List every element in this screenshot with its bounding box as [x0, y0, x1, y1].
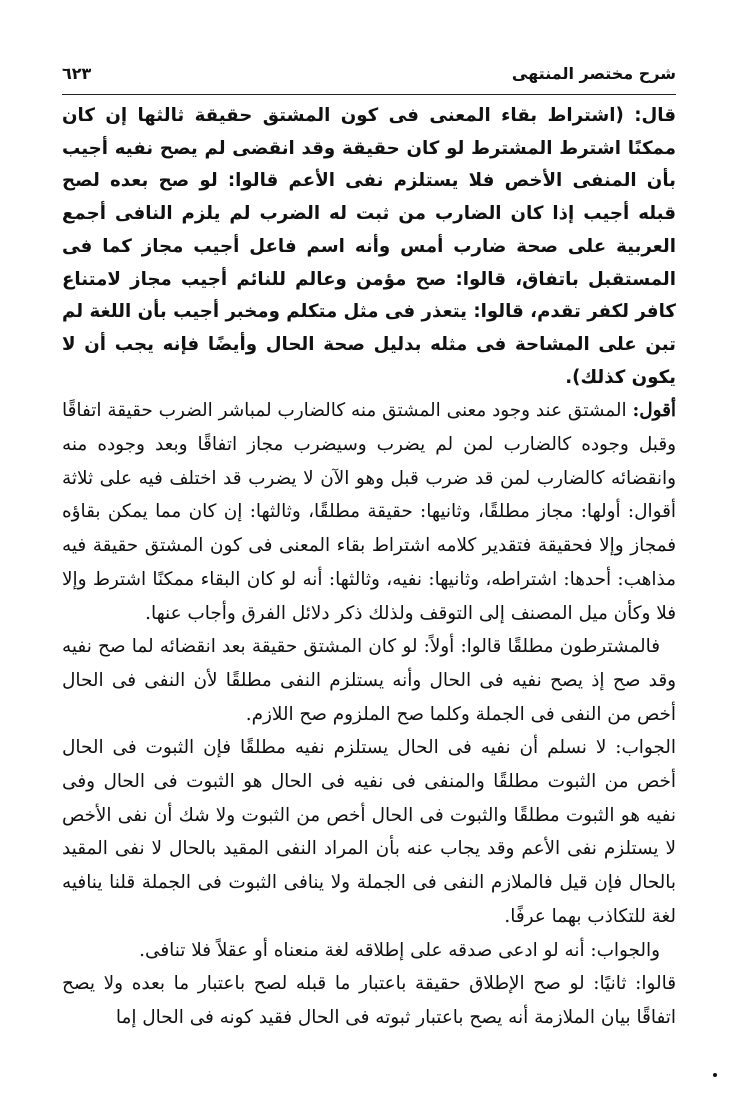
- margin-dot: [713, 1073, 717, 1077]
- paragraph-text: المشتق عند وجود معنى المشتق منه كالضارب لمباشر الضرب حقيقة اتفاقًا وقبل وجوده كالضارب لمن لم يضرب وسيضرب مجاز اتفاقًا وبعد وجوده منه وانقضائه كالضارب لمن قد ضرب قبل وهو الآن لا يضرب قد اختلف فيه على ثلاثة أقوال: أولها: مجاز مطلقًا، وثانيها: حقيقة مطلقًا، وثالثها: إن كان مما يمكن بقاؤه فمجاز وإلا فحقيقة فتقدير كلامه اشتراط بقاء المعنى فى كون المشتق حقيقة فيه مذاهب: أحدها: اشتراطه، وثانيها: نفيه، وثالثها: أنه لو كان البقاء ممكنًا اشترط وإلا فلا وكأن ميل المصنف إلى التوقف ولذلك ذكر دلائل الفرق وأجاب عنها.: [62, 400, 676, 624]
- paragraph-text: قالوا: ثانيًا: لو صح الإطلاق حقيقة باعتبار ما قبله لصح باعتبار ما بعده ولا يصح اتفاقًا بيان الملازمة أنه يصح باعتبار ثبوته فى الحال فقيد كونه فى الحال إما: [62, 973, 676, 1028]
- paragraph-lead: أقول:: [632, 400, 676, 422]
- quoted-text-paragraph: [62, 100, 676, 394]
- paragraph-text: والجواب: أنه لو ادعى صدقه على إطلاقه لغة منعناه أو عقلاً فلا تنافى.: [139, 939, 660, 961]
- body-text: [62, 100, 676, 1035]
- commentary-paragraph: [62, 394, 676, 630]
- paragraph-text: الجواب: لا نسلم أن نفيه فى الحال يستلزم نفيه مطلقًا فإن الثبوت فى الحال أخص من الثبوت مطلقًا والمنفى فى نفيه فى الحال هو الثبوت فى الحال وفى نفيه هو الثبوت مطلقًا والثبوت فى الحال أخص من الثبوت ولا شك أن نفى الأخص لا يستلزم نفى الأعم وقد يجاب عنه بأن المراد النفى المقيد بالحال لا نفى المقيد بالحال فإن قيل فالملازم النفى فى الجملة ولا ينافى الثبوت فى الجملة قلنا ينافيه لغة للتكاذب بهما عرفًا.: [62, 737, 676, 927]
- page-header: [62, 58, 676, 95]
- commentary-paragraph: [62, 731, 676, 933]
- running-title: شرح مختصر المنتهى: [511, 64, 676, 83]
- commentary-paragraph: [62, 967, 676, 1034]
- commentary-paragraph: [62, 630, 676, 731]
- commentary-paragraph: [62, 934, 676, 968]
- paragraph-text: فالمشترطون مطلقًا قالوا: أولاً: لو كان المشتق حقيقة بعد انقضائه لما صح نفيه وقد صح إذ يصح نفيه فى الحال وأنه يستلزم النفى مطلقًا لأن النفى فى الحال أخص من النفى فى الجملة وكلما صح الملزوم صح اللازم.: [62, 636, 676, 725]
- page-number: ٦٢٣: [62, 64, 92, 83]
- paragraph-text: قال: (اشتراط بقاء المعنى فى كون المشتق حقيقة ثالثها إن كان ممكنًا اشترط المشترط لو كان حقيقة وقد انقضى لم يصح نفيه أجيب بأن المنفى الأخص فلا يستلزم نفى الأعم قالوا: لو صح بعده لصح قبله أجيب إذا كان الضارب من ثبت له الضرب لم يلزم النافى أجمع العربية على صحة ضارب أمس وأنه اسم فاعل أجيب مجاز كما فى المستقبل باتفاق، قالوا: صح مؤمن وعالم للنائم أجيب مجاز لامتناع كافر لكفر تقدم، قالوا: يتعذر فى مثل متكلم ومخبر أجيب بأن اللغة لم تبن على المشاحة فى مثله بدليل صحة الحال وأيضًا فإنه يجب أن لا يكون كذلك).: [62, 105, 676, 388]
